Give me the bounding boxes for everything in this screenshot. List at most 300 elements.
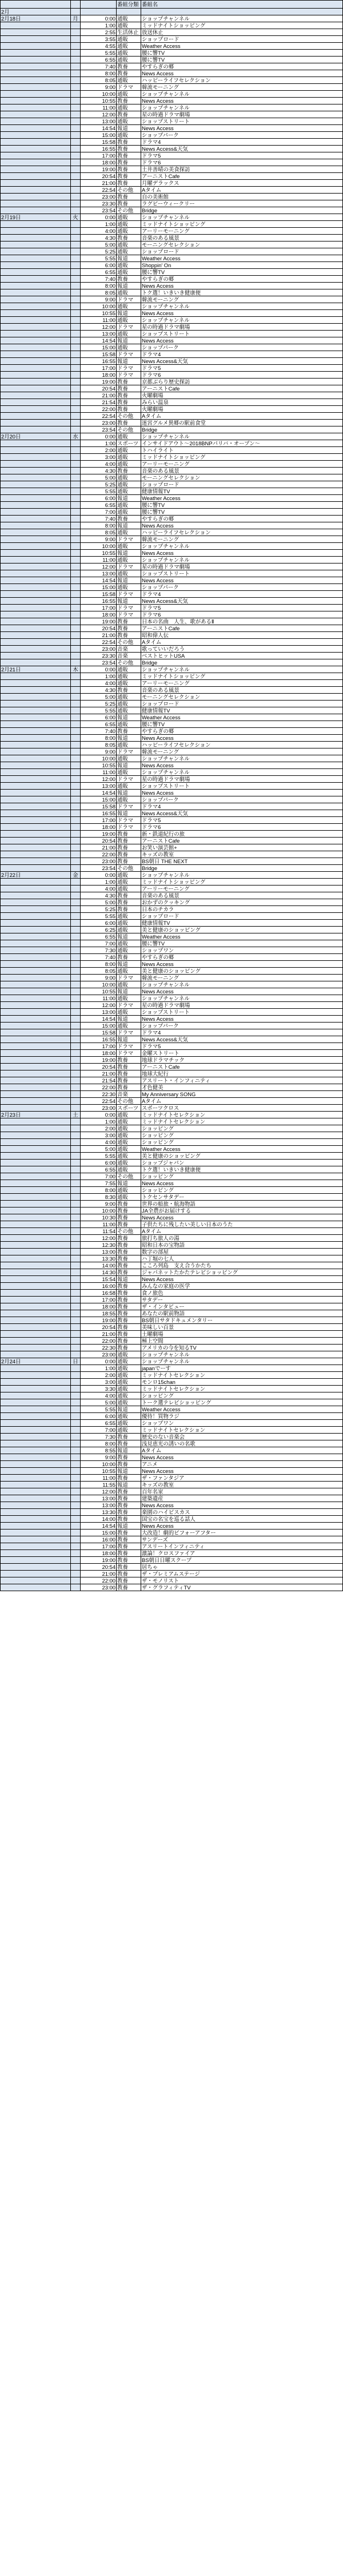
program-name: Weather Access: [141, 43, 343, 50]
start-time: 5:25: [81, 906, 117, 913]
table-row: [1, 913, 343, 920]
day-weekday-cell: [71, 707, 81, 714]
table-row: [1, 1160, 343, 1166]
table-row: [1, 639, 343, 646]
program-name: News Access: [141, 283, 343, 289]
day-weekday-cell: [71, 1276, 81, 1283]
table-row: [1, 1201, 343, 1208]
program-category: 教養: [117, 728, 141, 735]
program-name: やすらぎの郷: [141, 63, 343, 70]
day-date-cell: [1, 358, 71, 365]
program-name: アメリカの今を知るTV: [141, 1345, 343, 1351]
day-weekday-cell: [71, 1139, 81, 1146]
program-category: 通販: [117, 940, 141, 947]
program-name: ショッピング: [141, 1392, 343, 1399]
program-name: News Access: [141, 1523, 343, 1530]
day-weekday-cell: [71, 1577, 81, 1584]
day-weekday-cell: [71, 1235, 81, 1242]
start-time: 5:00: [81, 899, 117, 906]
start-time: 13:00: [81, 570, 117, 577]
day-weekday-cell: [71, 728, 81, 735]
start-time: 17:00: [81, 365, 117, 372]
start-time: 8:00: [81, 961, 117, 968]
table-row: [1, 694, 343, 701]
day-date-cell: [1, 70, 71, 77]
table-row: [1, 906, 343, 913]
table-row: [1, 242, 343, 248]
day-date-cell: [1, 516, 71, 522]
table-row: [1, 1564, 343, 1571]
program-category: 通販: [117, 214, 141, 221]
day-date-cell: [1, 481, 71, 488]
program-category: 教養: [117, 1454, 141, 1461]
start-time: 0:00: [81, 214, 117, 221]
month-row-blank: [81, 9, 117, 15]
start-time: 17:00: [81, 1543, 117, 1550]
day-date-cell: [1, 817, 71, 824]
table-row: [1, 646, 343, 653]
start-time: 5:55: [81, 488, 117, 495]
day-weekday-cell: [71, 399, 81, 406]
program-category: その他: [117, 1228, 141, 1235]
start-time: 18:00: [81, 372, 117, 379]
program-category: 報道: [117, 522, 141, 529]
day-weekday-cell: [71, 1386, 81, 1392]
day-weekday-cell: [71, 796, 81, 803]
program-name: ハッピーライフセレクション: [141, 77, 343, 84]
program-category: 教養: [117, 838, 141, 844]
day-weekday-cell: [71, 262, 81, 269]
table-row: [1, 899, 343, 906]
day-date-cell: [1, 1440, 71, 1447]
start-time: 10:55: [81, 1468, 117, 1475]
program-name: 美と健康のショッピング: [141, 968, 343, 975]
program-category: 通販: [117, 1351, 141, 1358]
day-date-cell: [1, 1365, 71, 1372]
program-category: 教養: [117, 899, 141, 906]
start-time: 10:00: [81, 543, 117, 550]
table-row: [1, 988, 343, 995]
program-category: 教養: [117, 618, 141, 625]
table-row: [1, 933, 343, 940]
program-name: ショップチャンネル: [141, 91, 343, 98]
program-category: 教養: [117, 1584, 141, 1591]
day-weekday-cell: [71, 1221, 81, 1228]
program-name: アスリートインフィニティ: [141, 1543, 343, 1550]
program-category: 教養: [117, 406, 141, 413]
table-row: [1, 570, 343, 577]
start-time: 4:00: [81, 1392, 117, 1399]
program-category: 通販: [117, 344, 141, 351]
program-name: 優待！買物ラジ: [141, 1413, 343, 1420]
day-weekday-cell: [71, 1475, 81, 1482]
program-name: ザ・ファンタジア: [141, 1475, 343, 1482]
table-row: [1, 1324, 343, 1331]
table-row: [1, 36, 343, 43]
day-weekday-cell: [71, 324, 81, 331]
day-weekday-cell: [71, 687, 81, 694]
program-name: ミッドナイトショッピング: [141, 673, 343, 680]
day-weekday-cell: [71, 1351, 81, 1358]
day-date-cell: [1, 1050, 71, 1057]
table-row: [1, 1153, 343, 1160]
program-category: 通販: [117, 50, 141, 57]
program-category: 通販: [117, 509, 141, 516]
day-date: 2月20日: [1, 433, 71, 440]
program-category: 通販: [117, 104, 141, 111]
day-weekday-cell: [71, 557, 81, 564]
program-category: 通販: [117, 1139, 141, 1146]
table-row: [1, 707, 343, 714]
day-date-cell: [1, 1057, 71, 1064]
start-time: 11:00: [81, 1221, 117, 1228]
table-row: [1, 653, 343, 659]
program-name: ドラマ5: [141, 152, 343, 159]
program-category: 通販: [117, 454, 141, 461]
start-time: 6:55: [81, 721, 117, 728]
start-time: 6:55: [81, 1166, 117, 1173]
program-category: 教養: [117, 1057, 141, 1064]
day-date-cell: [1, 111, 71, 118]
program-category: 教養: [117, 1070, 141, 1077]
start-time: 14:54: [81, 1523, 117, 1530]
program-name: みらい温泉: [141, 399, 343, 406]
start-time: 16:55: [81, 810, 117, 817]
day-date-cell: [1, 639, 71, 646]
day-weekday-cell: [71, 1399, 81, 1406]
day-date-cell: [1, 310, 71, 317]
program-category: その他: [117, 659, 141, 666]
day-weekday-cell: [71, 365, 81, 372]
table-row: [1, 1303, 343, 1310]
program-category: 報道: [117, 1016, 141, 1023]
day-weekday-cell: [71, 659, 81, 666]
program-category: 通販: [117, 331, 141, 337]
month-row: [1, 9, 343, 15]
day-date-cell: [1, 1502, 71, 1509]
program-name: News Access&天気: [141, 810, 343, 817]
day-weekday-cell: [71, 1173, 81, 1180]
day-date-cell: [1, 399, 71, 406]
day-weekday-cell: [71, 653, 81, 659]
program-name: 星の時過ドラマ劇場: [141, 564, 343, 570]
day-date-cell: [1, 899, 71, 906]
day-date-cell: [1, 557, 71, 564]
day-date-cell: [1, 776, 71, 783]
day-date-cell: [1, 1351, 71, 1358]
day-date-cell: [1, 879, 71, 886]
program-name: 健康情報TV: [141, 488, 343, 495]
program-name: 美と健康のショッピング: [141, 1153, 343, 1160]
program-name: あなたの駅前物語: [141, 1310, 343, 1317]
start-time: 21:00: [81, 844, 117, 851]
table-header-row: [1, 1, 343, 9]
start-time: 11:00: [81, 995, 117, 1002]
day-date-cell: [1, 1221, 71, 1228]
day-date-cell: [1, 248, 71, 255]
day-date-cell: [1, 1495, 71, 1502]
program-name: ショッピング: [141, 1132, 343, 1139]
program-category: 教養: [117, 1084, 141, 1091]
program-name: ハ丁堀の七人: [141, 1255, 343, 1262]
start-time: 8:05: [81, 77, 117, 84]
day-weekday-cell: [71, 139, 81, 146]
day-date-cell: [1, 1338, 71, 1345]
day-weekday-cell: [71, 468, 81, 474]
start-time: 12:00: [81, 564, 117, 570]
program-category: 報道: [117, 714, 141, 721]
program-name: ドラマ4: [141, 351, 343, 358]
day-date-cell: [1, 742, 71, 748]
start-time: 10:00: [81, 1208, 117, 1214]
start-time: 7:40: [81, 63, 117, 70]
day-date-cell: [1, 1002, 71, 1009]
day-weekday-cell: [71, 118, 81, 125]
program-category: 報道: [117, 933, 141, 940]
month-row-blank: [141, 9, 343, 15]
day-date-cell: [1, 851, 71, 858]
day-date-cell: [1, 1317, 71, 1324]
table-row: [1, 721, 343, 728]
day-weekday-cell: [71, 1166, 81, 1173]
day-weekday-cell: [71, 1557, 81, 1564]
day-date-cell: [1, 289, 71, 296]
program-category: 通販: [117, 1420, 141, 1427]
day-weekday-cell: [71, 495, 81, 502]
day-weekday-cell: [71, 1413, 81, 1420]
day-weekday-cell: [71, 742, 81, 748]
day-weekday-cell: [71, 564, 81, 570]
day-weekday: 土: [71, 1112, 81, 1118]
day-date-cell: [1, 1372, 71, 1379]
program-category: 通販: [117, 1125, 141, 1132]
program-name: 百年名家: [141, 1488, 343, 1495]
table-row: [1, 474, 343, 481]
start-time: 8:05: [81, 968, 117, 975]
day-date-cell: [1, 406, 71, 413]
day-date-cell: [1, 1098, 71, 1105]
day-date-cell: [1, 139, 71, 146]
start-time: 7:40: [81, 728, 117, 735]
program-name: 才色健美: [141, 1084, 343, 1091]
start-time: 5:00: [81, 1146, 117, 1153]
program-name: ショップパーク: [141, 132, 343, 139]
day-weekday-cell: [71, 1029, 81, 1036]
day-date-cell: [1, 577, 71, 584]
program-name: News Access: [141, 735, 343, 742]
start-time: 23:54: [81, 207, 117, 214]
start-time: 10:55: [81, 762, 117, 769]
start-time: 3:00: [81, 1132, 117, 1139]
day-date-cell: [1, 351, 71, 358]
program-name: ドラマ5: [141, 817, 343, 824]
day-date-cell: [1, 1125, 71, 1132]
day-date-cell: [1, 1488, 71, 1495]
table-row: [1, 214, 343, 221]
program-name: 星の時過ドラマ劇場: [141, 1002, 343, 1009]
table-row: [1, 1351, 343, 1358]
table-row: [1, 166, 343, 173]
start-time: 8:05: [81, 529, 117, 536]
program-category: 教養: [117, 1502, 141, 1509]
start-time: 16:55: [81, 598, 117, 605]
day-date-cell: [1, 536, 71, 543]
program-category: 教養: [117, 385, 141, 392]
day-weekday-cell: [71, 584, 81, 591]
day-weekday-cell: [71, 1208, 81, 1214]
day-weekday-cell: [71, 865, 81, 872]
program-name: News Access: [141, 337, 343, 344]
table-row: [1, 1550, 343, 1557]
program-category: ドラマ: [117, 605, 141, 611]
day-date-cell: [1, 1064, 71, 1070]
day-weekday-cell: [71, 1297, 81, 1303]
day-weekday-cell: [71, 502, 81, 509]
program-name: トクセンサタデー: [141, 1194, 343, 1201]
program-name: News Access: [141, 790, 343, 796]
table-row: [1, 15, 343, 22]
program-name: ショップワン: [141, 1420, 343, 1427]
program-category: 教養: [117, 851, 141, 858]
day-weekday-cell: [71, 228, 81, 235]
program-category: その他: [117, 426, 141, 433]
table-row: [1, 564, 343, 570]
start-time: 11:00: [81, 104, 117, 111]
program-name: Bridge: [141, 659, 343, 666]
day-date-cell: [1, 1420, 71, 1427]
program-name: News Access: [141, 1214, 343, 1221]
program-name: News Access: [141, 961, 343, 968]
table-row: [1, 200, 343, 207]
start-time: 1:00: [81, 1118, 117, 1125]
day-date-cell: [1, 385, 71, 392]
start-time: 7:30: [81, 1434, 117, 1440]
day-date-cell: [1, 43, 71, 50]
program-name: News Access: [141, 577, 343, 584]
program-category: 教養: [117, 1345, 141, 1351]
day-weekday: 火: [71, 214, 81, 221]
start-time: 14:54: [81, 1016, 117, 1023]
start-time: 14:54: [81, 125, 117, 132]
table-row: [1, 1255, 343, 1262]
program-category: 通販: [117, 433, 141, 440]
start-time: 6:55: [81, 502, 117, 509]
table-row: [1, 1331, 343, 1338]
program-category: 教養: [117, 1221, 141, 1228]
day-weekday-cell: [71, 755, 81, 762]
program-category: スポーツ: [117, 440, 141, 447]
day-weekday-cell: [71, 447, 81, 454]
day-weekday-cell: [71, 769, 81, 776]
program-category: 通販: [117, 886, 141, 892]
day-date-cell: [1, 1105, 71, 1112]
day-date-cell: [1, 529, 71, 536]
day-weekday-cell: [71, 1105, 81, 1112]
day-weekday-cell: [71, 1132, 81, 1139]
day-date-cell: [1, 276, 71, 283]
program-name: モーニングセレクション: [141, 694, 343, 701]
program-category: 通販: [117, 317, 141, 324]
day-date-cell: [1, 36, 71, 43]
day-weekday-cell: [71, 1550, 81, 1557]
start-time: 8:05: [81, 742, 117, 748]
table-row: [1, 207, 343, 214]
table-row: [1, 995, 343, 1002]
table-row: [1, 29, 343, 36]
start-time: 23:00: [81, 858, 117, 865]
start-time: 14:00: [81, 1262, 117, 1269]
table-row: [1, 104, 343, 111]
start-time: 10:00: [81, 755, 117, 762]
table-row: [1, 269, 343, 276]
start-time: 17:00: [81, 1297, 117, 1303]
program-name: ドラマ4: [141, 139, 343, 146]
program-name: ショップチャンネル: [141, 557, 343, 564]
table-row: [1, 1427, 343, 1434]
start-time: 4:30: [81, 687, 117, 694]
program-name: BS朝日 THE NEXT: [141, 858, 343, 865]
day-weekday-cell: [71, 1153, 81, 1160]
day-weekday-cell: [71, 379, 81, 385]
day-weekday-cell: [71, 331, 81, 337]
day-weekday-cell: [71, 1043, 81, 1050]
program-category: その他: [117, 1173, 141, 1180]
table-row: [1, 810, 343, 817]
program-category: 報道: [117, 495, 141, 502]
table-row: [1, 495, 343, 502]
start-time: 23:54: [81, 426, 117, 433]
program-category: 報道: [117, 598, 141, 605]
table-row: [1, 132, 343, 139]
start-time: 4:00: [81, 1139, 117, 1146]
program-category: 通販: [117, 1194, 141, 1201]
table-row: [1, 831, 343, 838]
start-time: 9:00: [81, 536, 117, 543]
table-row: [1, 872, 343, 879]
day-weekday-cell: [71, 1427, 81, 1434]
table-row: [1, 659, 343, 666]
day-date-cell: [1, 1153, 71, 1160]
program-name: 韓流モーニング: [141, 536, 343, 543]
day-date-cell: [1, 1324, 71, 1331]
program-category: 報道: [117, 255, 141, 262]
start-time: 13:00: [81, 1009, 117, 1016]
start-time: 19:00: [81, 1557, 117, 1564]
program-category: 教養: [117, 632, 141, 639]
day-date-cell: [1, 933, 71, 940]
start-time: 2:55: [81, 29, 117, 36]
program-name: ドラマ4: [141, 591, 343, 598]
start-time: 0:00: [81, 666, 117, 673]
day-weekday-cell: [71, 344, 81, 351]
day-date-cell: [1, 474, 71, 481]
day-weekday-cell: [71, 180, 81, 187]
day-date-cell: [1, 392, 71, 399]
table-row: [1, 502, 343, 509]
day-weekday: 水: [71, 433, 81, 440]
day-date-cell: [1, 426, 71, 433]
start-time: 23:00: [81, 420, 117, 426]
table-row: [1, 1105, 343, 1112]
table-row: [1, 680, 343, 687]
table-row: [1, 283, 343, 289]
program-name: ミッドナイトセレクション: [141, 1386, 343, 1392]
start-time: 19:00: [81, 1317, 117, 1324]
day-date-cell: [1, 1269, 71, 1276]
day-date-cell: [1, 659, 71, 666]
table-row: [1, 1118, 343, 1125]
day-weekday-cell: [71, 1098, 81, 1105]
